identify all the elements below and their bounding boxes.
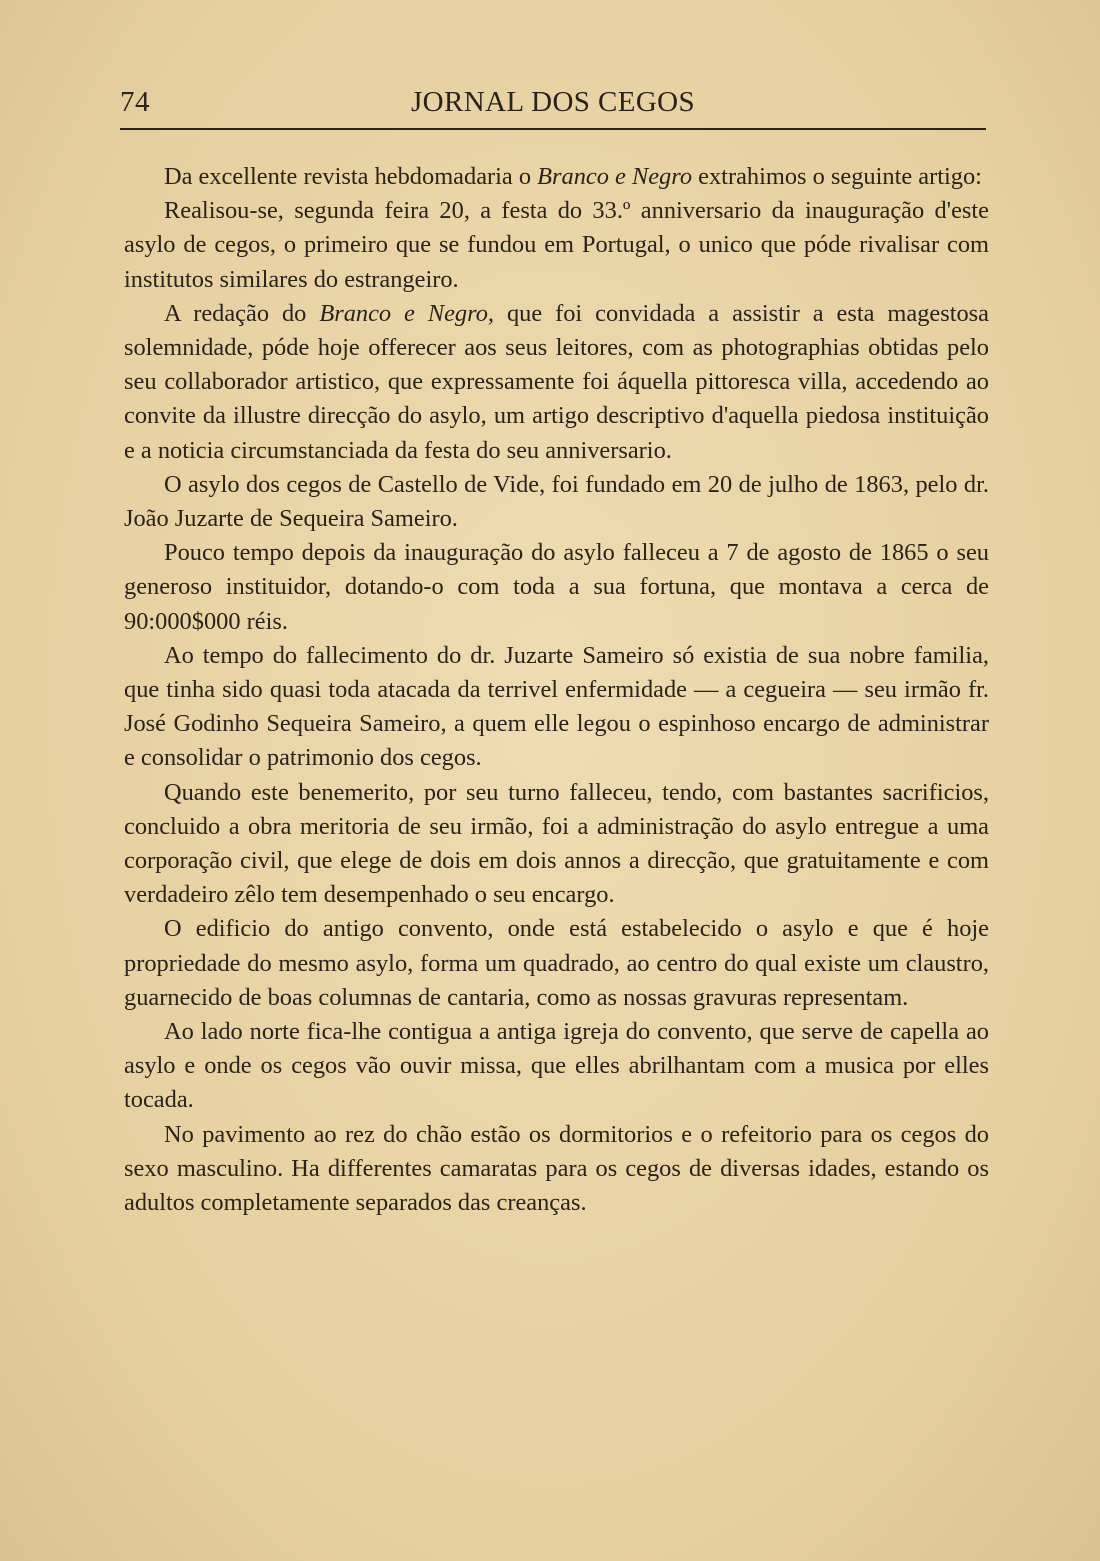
text-run: Realisou-se, segunda feira 20, a festa do 33.º anniversario da inauguração d'este asylo de cegos, o primeiro que se fundou em Portugal, o unico que póde rivalisar com institutos similares do estrangeiro.: [124, 197, 989, 293]
paragraph: [124, 297, 989, 468]
paragraph: [124, 536, 989, 639]
paragraph: [124, 194, 989, 297]
text-run: extrahimos o seguinte artigo:: [692, 163, 982, 190]
text-run: No pavimento ao rez do chão estão os dormitorios e o refeitorio para os cegos do sexo masculino. Ha differentes camaratas para os cegos de diversas idades, estando os adultos completamente separados das creanças.: [124, 1120, 989, 1217]
text-run: Pouco tempo depois da inauguração do asylo falleceu a 7 de agosto de 1865 o seu generoso instituidor, dotando-o com toda a sua fortuna, que montava a cerca de 90:000$000 réis.: [124, 539, 989, 635]
text-run: Ao lado norte fica-lhe contigua a antiga igreja do convento, que serve de capella ao asylo e onde os cegos vão ouvir missa, que elles abrilhantam com a musica por elles tocada.: [124, 1018, 989, 1114]
header-rule: [120, 128, 986, 130]
text-run: O edificio do antigo convento, onde está estabelecido o asylo e que é hoje propriedade do mesmo asylo, forma um quadrado, ao centro do qual existe um claustro, guarnecido de boas columnas de cantaria, como as nossas gravuras representam.: [124, 915, 989, 1011]
paragraph: [124, 639, 989, 776]
italic-title: Branco e Negro,: [319, 299, 494, 327]
text-run: Da excellente revista hebdomadaria o: [164, 163, 538, 190]
italic-title: Branco e Negro: [537, 163, 693, 190]
text-run: Quando este benemerito, por seu turno falleceu, tendo, com bastantes sacrificios, concluido a obra meritoria de seu irmão, foi a administração do asylo entregue a uma corporação civil, que elege de dois em dois annos a direcção, que gratuitamente e com verdadeiro zêlo tem desempenhado o seu encargo.: [124, 778, 989, 909]
text-run: que foi convidada a assistir a esta magestosa solemnidade, póde hoje offerecer aos seus leitores, com as photographias obtidas pelo seu collaborador artistico, que expressamente foi áquella pittoresca villa, accedendo ao convite da illustre direcção do asylo, um artigo descriptivo d'aquella piedosa instituição e a noticia circumstanciada da festa do seu anniversario.: [124, 299, 989, 464]
text-run: O asylo dos cegos de Castello de Vide, foi fundado em 20 de julho de 1863, pelo dr. João Juzarte de Sequeira Sameiro.: [124, 470, 989, 533]
paragraph: [124, 160, 989, 194]
running-title: JORNAL DOS CEGOS: [410, 86, 696, 118]
page-number: 74: [120, 86, 150, 118]
paragraph: [124, 776, 989, 913]
paragraph: [124, 468, 989, 536]
paragraph: [124, 1015, 989, 1118]
text-run: Ao tempo do fallecimento do dr. Juzarte Sameiro só existia de sua nobre familia, que tinha sido quasi toda atacada da terrivel enfermidade — a cegueira — seu irmão fr. José Godinho Sequeira Sameiro, a quem elle legou o espinhoso encargo de administrar e consolidar o patrimonio dos cegos.: [124, 641, 989, 772]
page-header: [120, 86, 986, 126]
paragraph: [124, 1118, 989, 1221]
article-body: [124, 160, 989, 1220]
text-run: A redação do: [164, 299, 320, 327]
paragraph: [124, 912, 989, 1015]
